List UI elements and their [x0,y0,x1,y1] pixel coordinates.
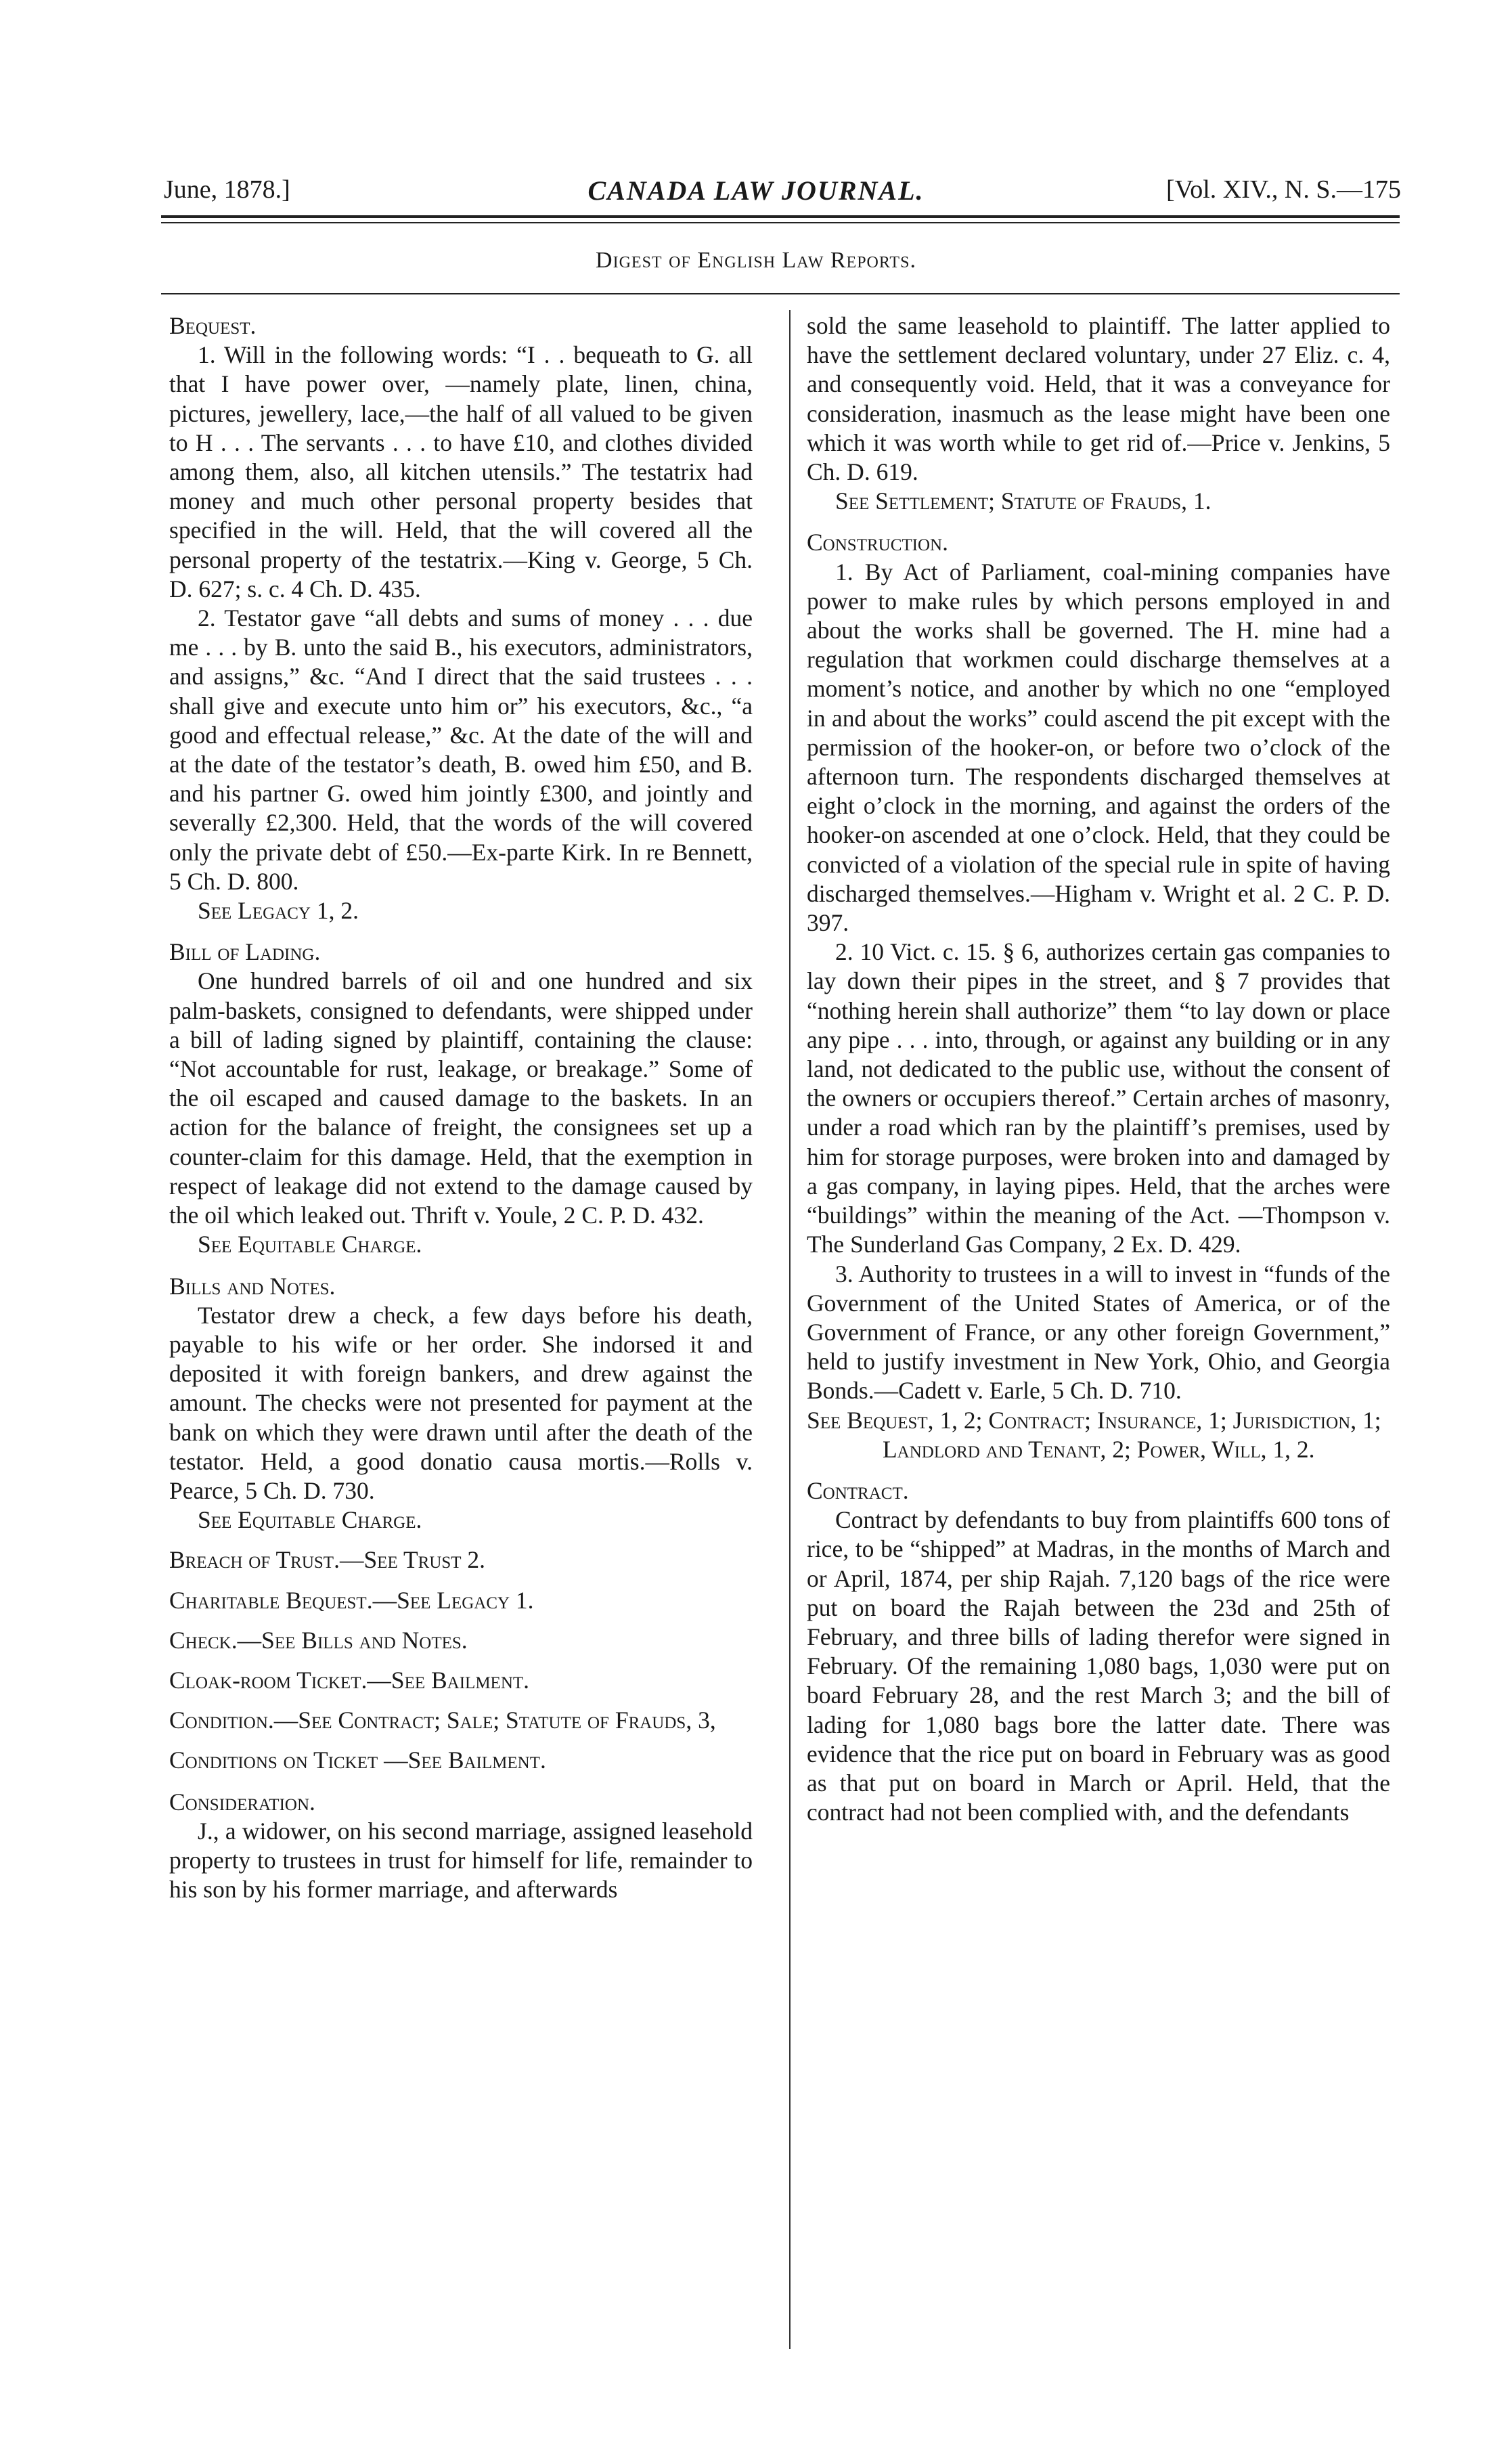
heading-construction: Construction. [807,529,948,556]
entry-reference: —See Bailment. [367,1666,530,1694]
entry-cloak-room-ticket [169,1666,753,1695]
entry-condition [169,1706,753,1735]
paragraph-contract: Contract by defendants to buy from plaintiffs 600 tons of rice, to be “shipped” at Madras, in the months of March and or April, 1874, per ship Rajah. 7,120 bags of the rice were put on board the Rajah between the 23d and 25th of February, and three bills of lading therefor were signed in February. Of the remaining 1,080 bags, 1,030 were put on board February 28, and the rest March 3; and the bill of lading for 1,080 bags bore the latter date. There was evidence that the rice put on board in February was as good as that put on board in March or April. Held, that the contract had not been complied with, and the defendants [807,1506,1390,1826]
paragraph-consideration: J., a widower, on his second marriage, assigned leasehold property to trustees in trust for himself for life, remainder to his son by his former marriage, and afterwards [169,1817,753,1904]
entry-reference: —See Bailment. [378,1746,546,1774]
heading-contract: Contract. [807,1476,909,1504]
heading-bills-and-notes: Bills and Notes. [169,1272,336,1300]
entry-conditions-on-ticket [169,1746,753,1775]
running-head-date: June, 1878.] [164,175,290,204]
header-rule-thick [161,215,1400,218]
volume-page-number: [Vol. XIV., N. S.—175 [1166,175,1401,204]
right-column [807,311,1390,1827]
column-divider [789,310,791,2349]
heading-bequest: Bequest. [169,312,257,339]
cross-reference-bill-of-lading: See Equitable Charge. [198,1231,422,1258]
paragraph-consideration-continued: sold the same leasehold to plaintiff. The latter applied to have the settlement declared voluntary, under 27 Eliz. c. 4, and consequently void. Held, that it was a conveyance for consideration, inasmuch as the lease might have been one which it was worth while to get rid of.—Price v. Jenkins, 5 Ch. D. 619. [807,312,1390,486]
cross-reference-construction: See Bequest, 1, 2; Contract; Insurance, 1; Jurisdiction, 1; Landlord and Tenant, 2; Power, Will, 1, 2. [807,1406,1381,1463]
entry-reference: —See Contract; Sale; Statute of Frauds, 3, [273,1707,716,1734]
left-column [169,311,753,1904]
section-title: Digest of English Law Reports. [596,248,916,273]
paragraph-bequest-2: 2. Testator gave “all debts and sums of money . . . due me . . . by B. unto the said B., his executors, administrators, and assigns,” &c. “And I direct that the said trustees . . . shall give and execute unto him or” his executors, &c., “a good and effectual release,” &c. At the date of the will and at the date of the testator’s death, B. owed him £50, and B. and his partner G. owed him jointly £300, and jointly and severally £2,300. Held, that the words of the will covered only the private debt of £50.—Ex-parte Kirk. In re Bennett, 5 Ch. D. 800. [169,604,753,895]
journal-title: CANADA LAW JOURNAL. [587,175,925,206]
heading-bill-of-lading: Bill of Lading. [169,938,321,966]
entry-heading: Cloak-room Ticket. [169,1666,368,1694]
paragraph-bills-and-notes: Testator drew a check, a few days before his death, payable to his wife or her order. She indorsed it and deposited it with foreign bankers, and drew against the amount. The checks were not presented for payment at the bank on which they were drawn until after the death of the testator. Held, a good donatio causa mortis.—Rolls v. Pearce, 5 Ch. D. 730. [169,1301,753,1504]
entry-reference: —See Bills and Notes. [237,1626,468,1654]
entry-heading: Breach of Trust. [169,1546,340,1574]
entry-charitable-bequest [169,1586,753,1615]
entry-check [169,1626,753,1655]
heading-consideration: Consideration. [169,1788,315,1816]
cross-reference-consideration: See Settlement; Statute of Frauds, 1. [835,487,1211,515]
entry-heading: Check. [169,1626,238,1654]
entry-reference: —See Trust 2. [339,1546,486,1574]
entry-reference: —See Legacy 1. [372,1586,534,1614]
entry-breach-of-trust [169,1545,753,1575]
section-rule [161,293,1400,294]
entry-heading: Condition. [169,1707,274,1734]
entry-heading: Charitable Bequest. [169,1586,373,1614]
paragraph-bill-of-lading: One hundred barrels of oil and one hundred and six palm-baskets, consigned to defendants, were shipped under a bill of lading signed by plaintiff, containing the clause: “Not accountable for rust, leakage, or breakage.” Some of the oil escaped and caused damage to the baskets. In an action for the balance of freight, the consignees set up a counter-claim for this damage. Held, that the exemption in respect of leakage did not extend to the damage caused by the oil which leaked out. Thrift v. Youle, 2 C. P. D. 432. [169,967,753,1229]
paragraph-bequest-1: 1. Will in the following words: “I . . bequeath to G. all that I have power over, —namely plate, linen, china, pictures, jewellery, lace,—the half of all valued to be given to H . . . The servants . . . to have £10, and clothes divided among them, also, all kitchen utensils.” The testatrix had money and much other personal property besides that specified in the will. Held, that the will covered all the personal property of the testatrix.—King v. George, 5 Ch. D. 627; s. c. 4 Ch. D. 435. [169,341,753,602]
header-rule-thin [161,222,1400,223]
paragraph-construction-1: 1. By Act of Parliament, coal-mining companies have power to make rules by which persons employed in and about the works shall be governed. The H. mine had a regulation that workmen could discharge themselves at a moment’s notice, and another by which no one “employed in and about the works” could ascend the pit except with the permission of the hooker-on, or before two o’clock of the afternoon turn. The respondents discharged themselves at eight o’clock in the morning, and against the orders of the hooker-on ascended at one o’clock. Held, that they could be convicted of a violation of the special rule in spite of having discharged themselves.—Higham v. Wright et al. 2 C. P. D. 397. [807,558,1390,937]
cross-reference-bequest: See Legacy 1, 2. [198,897,359,925]
paragraph-construction-3: 3. Authority to trustees in a will to invest in “funds of the Government of the United States of America, or of the Government of France, or any other foreign Government,” held to justify investment in New York, Ohio, and Georgia Bonds.—Cadett v. Earle, 5 Ch. D. 710. [807,1260,1390,1405]
paragraph-construction-2: 2. 10 Vict. c. 15. § 6, authorizes certain gas companies to lay down their pipes in the street, and § 7 provides that “nothing herein shall authorize” them “to lay down or place any pipe . . . into, through, or against any building or in any land, not dedicated to the public use, without the consent of the owners or occupiers thereof.” Certain arches of masonry, under a road which ran by the plaintiff’s premises, used by him for storage purposes, were broken into and damaged by a gas company, in laying pipes. Held, that the arches were “buildings” within the meaning of the Act. —Thompson v. The Sunderland Gas Company, 2 Ex. D. 429. [807,938,1390,1258]
entry-heading: Conditions on Ticket [169,1746,378,1774]
cross-reference-bills-and-notes: See Equitable Charge. [198,1506,422,1534]
